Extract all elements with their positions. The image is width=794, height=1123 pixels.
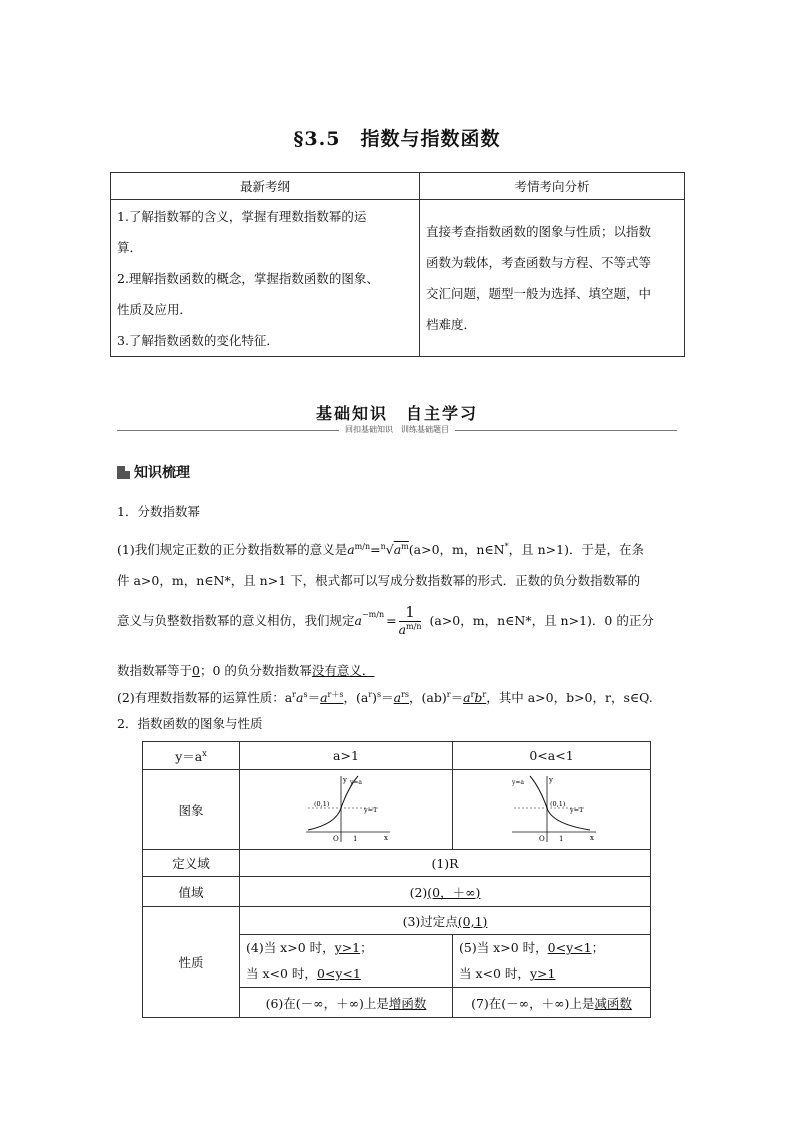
- p1-line1: (1)我们规定正数的正分数指数幂的意义是$a^{m/n}=^n√a^m(a>0$，m，n∈N*，且 n>1)．于是，在条: [117, 541, 644, 557]
- header-analysis: 考情考向分析: [420, 173, 685, 200]
- fraction: $\frac{1}{a^{m/n}}$: [398, 603, 422, 638]
- exp-function-table: [142, 741, 651, 1018]
- header-outline: 最新考纲: [111, 173, 420, 200]
- outline-line: 算．: [117, 239, 143, 255]
- graph-cell-decreasing: [453, 770, 651, 850]
- domain-value: (1)R: [240, 850, 651, 877]
- asym-label: y=1: [569, 806, 583, 814]
- fixed-point: (3)过定点(0,1): [240, 907, 651, 935]
- row-properties-label: 性质: [143, 907, 240, 1018]
- head-a-less-1: 0<a<1: [453, 742, 651, 770]
- square-bullet-icon: [117, 466, 130, 479]
- point-label: (0,1): [314, 800, 330, 808]
- fn-label: y=a: [350, 779, 362, 786]
- row-graph-label: 图象: [143, 770, 240, 850]
- asym-label: y=1: [364, 806, 378, 814]
- x-label: x: [384, 834, 388, 842]
- page-title: §3.5 指数与指数函数: [293, 128, 501, 150]
- row-range-label: 值域: [143, 877, 240, 907]
- decreasing-exp-graph: [502, 772, 602, 844]
- outline-cell: [111, 200, 420, 357]
- outline-line: 1.了解指数幂的含义，掌握有理数指数幂的运: [117, 208, 367, 224]
- knowledge-heading: 知识梳理: [117, 462, 190, 482]
- origin-label: O: [333, 835, 339, 843]
- p1-line4: 数指数幂等于0；0 的负分数指数幂没有意义．: [117, 663, 375, 678]
- fn-label: y=a: [511, 779, 524, 786]
- exam-outline-table: [110, 172, 685, 357]
- point-label: (0,1): [549, 800, 565, 808]
- p1-line2: 件 a>0，m，n∈N*，且 n>1 下，根式都可以写成分数指数幂的形式．正数的负分数指数幂的: [117, 573, 641, 588]
- head-function: $y=a^x$: [143, 742, 240, 770]
- prop5-cell: (5)当 x>0 时，0<y<1； 当 x<0 时，y>1: [453, 935, 651, 988]
- origin-label: O: [538, 835, 545, 843]
- outline-line: 2.理解指数函数的概念，掌握指数函数的图象、: [117, 270, 379, 286]
- y-label: y: [343, 776, 347, 784]
- p1-line3: 意义与负整数指数幂的意义相仿，我们规定 a −m/n = $\frac{1}{a^{m/n}}$ (a>0，m，n∈N*，且 n>1)．0 的正分: [117, 603, 654, 638]
- p2-heading: 2．指数函数的图象与性质: [117, 716, 263, 731]
- head-a-greater-1: a>1: [240, 742, 453, 770]
- range-value: (2)(0，＋∞): [240, 877, 651, 907]
- prop4-cell: (4)当 x>0 时，y>1； 当 x<0 时，0<y<1: [240, 935, 453, 988]
- analysis-line: 档难度．: [426, 317, 477, 332]
- analysis-line: 函数为载体，考查函数与方程、不等式等: [426, 255, 652, 270]
- x-label: x: [589, 834, 594, 842]
- outline-line: 性质及应用．: [117, 301, 193, 317]
- one-label: 1: [353, 835, 358, 843]
- prop6-cell: (6)在(－∞，＋∞)上是增函数: [240, 988, 453, 1018]
- graph-cell-increasing: [240, 770, 453, 850]
- row-domain-label: 定义域: [143, 850, 240, 877]
- analysis-line: 交汇问题，题型一般为选择、填空题，中: [426, 286, 652, 301]
- section-subtitle: 回扣基础知识 训练基础题目: [0, 424, 794, 435]
- prop7-cell: (7)在(－∞，＋∞)上是减函数: [453, 988, 651, 1018]
- one-label: 1: [558, 835, 563, 843]
- increasing-exp-graph: [296, 772, 396, 844]
- p1-heading: 1．分数指数幂: [117, 504, 200, 519]
- analysis-cell: [420, 200, 685, 357]
- p1-line5: (2)有理数指数幂的运算性质：$a^ra^s=a^{r+s}$，$(a^r)^s=a^{rs}$，$(ab)^r=a^rb^r$，其中 a>0，b>0，r，s∈Q.: [117, 689, 653, 705]
- outline-line: 3.了解指数函数的变化特征．: [117, 332, 279, 348]
- analysis-line: 直接考查指数函数的图象与性质；以指数: [426, 224, 652, 239]
- section-title: 基础知识 自主学习: [315, 404, 478, 423]
- y-label: y: [548, 776, 553, 784]
